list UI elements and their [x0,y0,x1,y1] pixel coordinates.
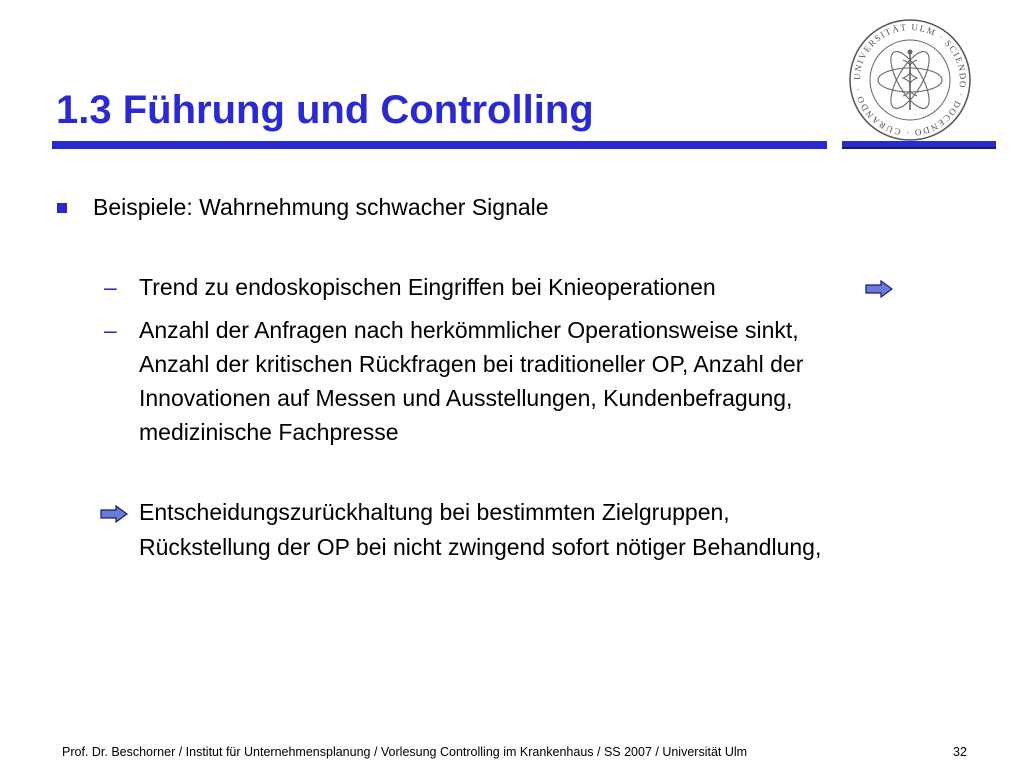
right-arrow-icon [100,505,128,523]
conclusion-line: Rückstellung der OP bei nicht zwingend sofort nötiger Behandlung, [139,534,822,560]
sub-bullet-line: medizinische Fachpresse [139,419,399,445]
sub-bullet-text: Trend zu endoskopischen Eingriffen bei Knieoperationen [139,274,716,300]
bullet-square [57,203,67,213]
bullet-text: Beispiele: Wahrnehmung schwacher Signale [93,194,549,220]
conclusion-line: Entscheidungszurückhaltung bei bestimmten Zielgruppen, [139,499,730,525]
logo-ring-text: UNIVERSITÄT ULM · SCIENDO · DOCENDO · CURANDO · [851,21,969,139]
university-seal-icon [848,18,972,142]
page-number: 32 [953,745,967,759]
sub-bullet-line: Innovationen auf Messen und Ausstellungen, Kundenbefragung, [139,385,793,411]
sub-bullet-dash: – [104,274,117,300]
right-arrow-icon [865,280,893,298]
slide-title: 1.3 Führung und Controlling [56,88,594,132]
sub-bullet-dash: – [104,317,117,343]
sub-bullet-line: Anzahl der Anfragen nach herkömmlicher Operationsweise sinkt, [139,317,799,343]
slide-footer: Prof. Dr. Beschorner / Institut für Unternehmensplanung / Vorlesung Controlling im Krankenhaus / SS 2007 / Universität Ulm [62,745,748,759]
title-rule [52,141,827,149]
sub-bullet-line: Anzahl der kritischen Rückfragen bei traditioneller OP, Anzahl der [139,351,804,377]
